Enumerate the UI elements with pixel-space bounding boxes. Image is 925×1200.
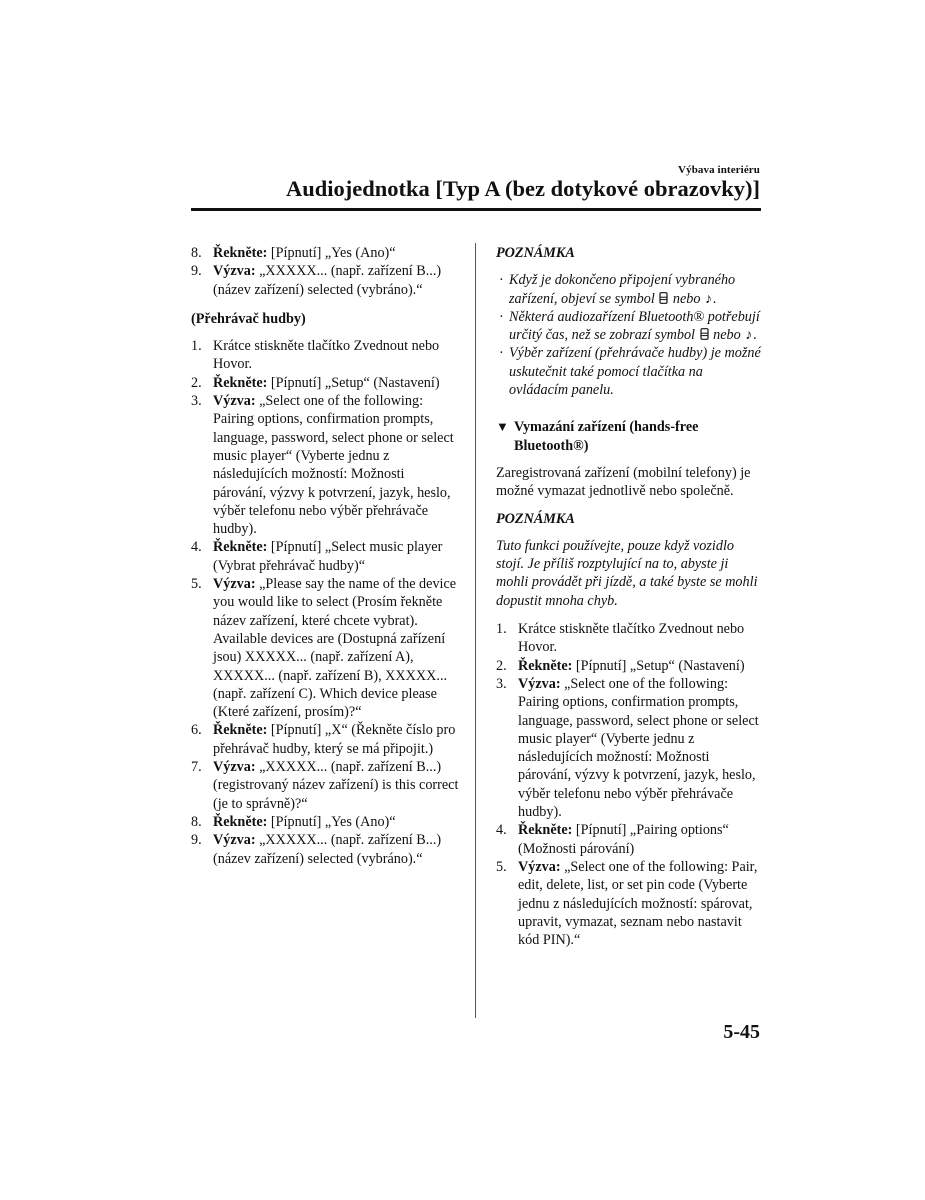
step-number: 9.	[191, 263, 202, 280]
step-text: „XXXXX... (např. zařízení B...) (registrovaný název zařízení) is this correct (je to správně)?“	[213, 759, 459, 812]
note-text-part: Výběr zařízení (přehrávače hudby) je možné uskutečnit také pomocí tlačítka na ovládacím panelu.	[509, 345, 761, 399]
triangle-down-icon: ▼	[496, 419, 509, 435]
note-item	[496, 271, 761, 308]
list-item	[191, 392, 461, 538]
spacer	[496, 610, 761, 620]
list-item	[191, 244, 461, 262]
step-label: Výzva:	[213, 832, 256, 849]
delete-steps-list	[496, 620, 761, 949]
section-heading	[496, 418, 761, 455]
list-item	[191, 262, 461, 299]
step-label: Řekněte:	[518, 822, 573, 839]
step-text: „Select one of the following: Pairing options, confirmation prompts, language, password, select phone or select music player“ (Vyberte jednu z následujících možností: Možnosti párování, výzvy k potvrzení, jazyk, heslo, výběr telefonu nebo výběr přehrávače hudby).	[518, 675, 759, 821]
step-text: [Pípnutí] „Select music player (Vybrat přehrávač hudby)“	[213, 539, 443, 574]
bullet-icon: ·	[499, 308, 504, 325]
intro-steps-list	[191, 244, 461, 299]
list-item	[191, 758, 461, 813]
section-paragraph: Zaregistrovaná zařízení (mobilní telefony) je možné vymazat jednotlivě nebo společně.	[496, 464, 751, 500]
note-text-part: .	[713, 290, 717, 307]
bullet-icon: ·	[499, 272, 504, 289]
step-text: „Please say the name of the device you would like to select (Prosím řekněte název zařízení, které chcete vybrat). Available devices are (Dostupná zařízení jsou) XXXXX... (např. zařízení A), XXXXX... (např. zařízení B), XXXXX... (např. zařízení C). Which device please (Které zařízení, prosím)?“	[213, 576, 457, 721]
list-item	[496, 657, 761, 675]
note-list	[496, 271, 761, 399]
list-item	[496, 858, 761, 949]
step-text: „Select one of the following: Pairing options, confirmation prompts, language, password, select phone or select music player“ (Vyberte jednu z následujících možností: Možnosti párování, výzvy k potvrzení, jazyk, heslo, výběr telefonu nebo výběr přehrávače hudby).	[213, 393, 454, 538]
list-item	[191, 374, 461, 392]
step-text: [Pípnutí] „X“ (Řekněte číslo pro přehrávač hudby, který se má připojit.)	[213, 722, 456, 757]
step-text: „XXXXX... (např. zařízení B...) (název zařízení) selected (vybráno).“	[213, 832, 442, 867]
column-divider	[475, 243, 476, 1018]
page-title: Audiojednotka [Typ A (bez dotykové obrazovky)]	[286, 176, 760, 201]
note-text-part: Když je dokončeno připojení vybraného zařízení, objeví se symbol	[509, 272, 736, 307]
step-label: Řekněte:	[213, 539, 268, 556]
note-item	[496, 308, 761, 345]
step-text: [Pípnutí] „Yes (Ano)“	[267, 245, 396, 261]
step-label: Výzva:	[213, 393, 256, 410]
step-text: Krátce stiskněte tlačítko Zvednout nebo Hovor.	[518, 621, 745, 656]
music-note-icon: ♪	[745, 327, 753, 344]
step-label: Výzva:	[213, 263, 256, 280]
step-label: Výzva:	[518, 675, 561, 692]
step-label: Řekněte:	[213, 245, 268, 261]
step-text: „XXXXX... (např. zařízení B...) (název zařízení) selected (vybráno).“	[213, 263, 442, 298]
page-number: 5-45	[723, 1021, 760, 1043]
subheading-music-player: (Přehrávač hudby)	[191, 310, 306, 327]
note-text: Tuto funkci používejte, pouze když vozidlo stojí. Je příliš rozptylující na to, abyste ji mohli provádět při jízdě, a také byste se mohli dopustit mnoha chyb.	[496, 537, 758, 609]
note-item	[496, 344, 761, 399]
note-title: POZNÁMKA	[496, 245, 575, 261]
list-item	[191, 831, 461, 868]
note-text-part: nebo	[669, 290, 705, 307]
list-item	[496, 675, 761, 821]
step-number: 5.	[191, 576, 202, 593]
step-number: 5.	[496, 858, 507, 875]
step-text: [Pípnutí] „Setup“ (Nastavení)	[572, 657, 745, 674]
step-text: [Pípnutí] „Yes (Ano)“	[267, 813, 396, 830]
step-label: Řekněte:	[213, 374, 268, 391]
note-text-part: .	[753, 327, 757, 344]
step-text: [Pípnutí] „Pairing options“ (Možnosti párování)	[518, 822, 729, 857]
note-text-part: Některá audiozařízení Bluetooth® potřebují určitý čas, než se zobrazí symbol	[509, 308, 760, 344]
music-player-steps-list	[191, 337, 461, 868]
step-label: Řekněte:	[213, 813, 268, 830]
list-item	[191, 337, 461, 374]
step-number: 2.	[191, 374, 202, 391]
step-label: Řekněte:	[213, 722, 268, 739]
step-number: 3.	[191, 393, 202, 410]
step-number: 1.	[191, 338, 202, 355]
step-number: 9.	[191, 832, 202, 849]
list-item	[191, 538, 461, 575]
section-label: Výbava interiéru	[678, 164, 760, 176]
step-number: 8.	[191, 245, 202, 261]
step-number: 3.	[496, 675, 507, 692]
step-number: 7.	[191, 759, 202, 776]
step-label: Výzva:	[213, 759, 256, 776]
note-title: POZNÁMKA	[496, 510, 575, 527]
step-label: Výzva:	[213, 576, 256, 593]
list-item	[496, 620, 761, 657]
step-number: 4.	[496, 822, 507, 839]
step-number: 1.	[496, 621, 507, 638]
list-item	[496, 821, 761, 858]
phone-icon	[699, 326, 710, 344]
note-text-part: nebo	[709, 327, 745, 344]
left-column	[191, 244, 461, 868]
right-column	[496, 244, 761, 949]
title-rule	[191, 208, 761, 211]
music-note-icon: ♪	[705, 290, 713, 307]
bullet-icon: ·	[499, 345, 504, 362]
list-item	[191, 721, 461, 758]
step-label: Řekněte:	[518, 657, 573, 674]
phone-icon	[658, 290, 669, 308]
step-number: 4.	[191, 539, 202, 556]
step-number: 2.	[496, 657, 507, 674]
step-text: Krátce stiskněte tlačítko Zvednout nebo Hovor.	[213, 338, 440, 373]
step-number: 6.	[191, 722, 202, 739]
step-label: Výzva:	[518, 858, 561, 875]
list-item	[191, 575, 461, 721]
step-text: [Pípnutí] „Setup“ (Nastavení)	[267, 374, 440, 391]
step-number: 8.	[191, 813, 202, 830]
section-heading-text: Vymazání zařízení (hands-free Bluetooth®)	[514, 419, 699, 454]
step-text: „Select one of the following: Pair, edit, delete, list, or set pin code (Vyberte jednu z následujících možností: spárovat, upravit, vymazat, seznam nebo nastavit kód PIN).“	[518, 858, 758, 949]
list-item	[191, 813, 461, 831]
